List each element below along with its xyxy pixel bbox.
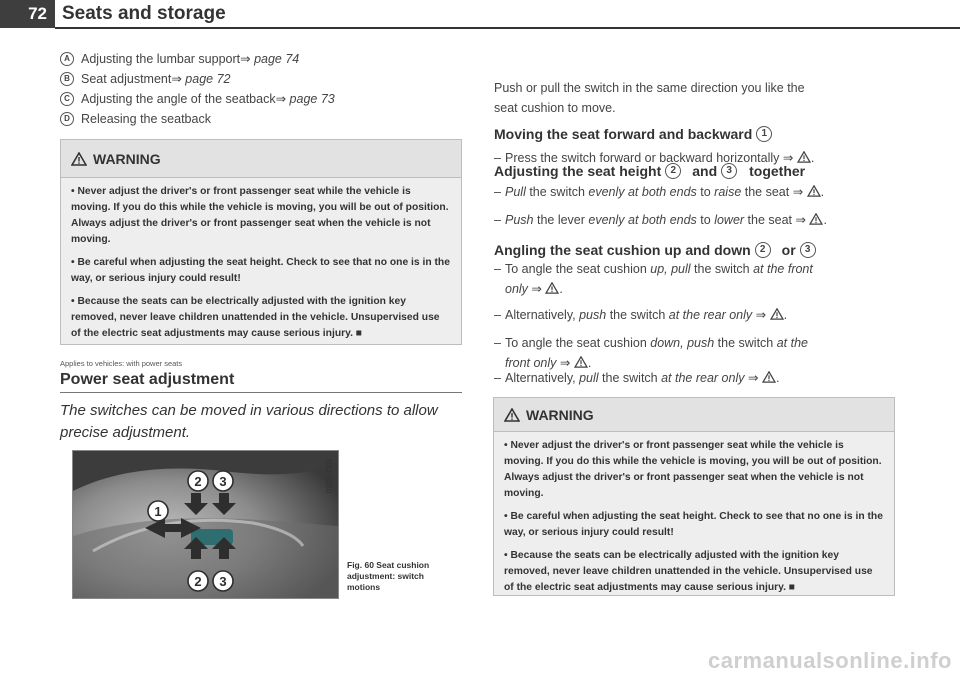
section-rule [60,392,462,393]
warning-body [494,432,894,596]
warning-triangle-icon [762,371,776,383]
warning-box-right [493,397,895,596]
letter-d-icon: D [60,112,74,126]
section-intro: The switches can be moved in various directions to allow precise adjustment. [60,402,438,441]
label-3: 3 [219,474,227,489]
list-item: – Push the lever evenly at both ends to lower the seat ⇒ . [494,213,827,227]
warning-triangle-icon [71,152,87,166]
legend-item: C Adjusting the angle of the seatback ⇒ page 73 [60,89,335,109]
page-link[interactable]: page 73 [289,92,335,106]
legend-item: D Releasing the seatback [60,109,335,129]
number-1-icon: 1 [756,126,772,142]
warning-triangle-icon [504,408,520,422]
list-item: – Alternatively, push the switch at the rear only ⇒ . [494,308,788,322]
list-item: – To angle the seat cushion down, push the switch at the front only ⇒ . [494,336,808,370]
label-1: 1 [154,504,162,519]
seat-switch-illustration [73,451,338,598]
seat-switch-figure [72,450,339,599]
letter-a-icon: A [60,52,74,66]
label-2: 2 [194,474,202,489]
number-2-icon: 2 [665,163,681,179]
header-rule [55,27,960,29]
letter-b-icon: B [60,72,74,86]
label-3-bottom: 3 [219,574,227,589]
subheading-forward: Moving the seat forward and backward 1 [494,126,779,142]
legend-item: B Seat adjustment ⇒ page 72 [60,69,335,89]
warning-box-left [60,139,462,345]
page-link[interactable]: page 72 [185,72,231,86]
warning-body [61,178,461,342]
subheading-angle: Angling the seat cushion up and down 2 or 3 [494,242,823,258]
warning-triangle-icon [545,282,559,294]
warning-item: • Be careful when adjusting the seat height. Check to see that no one is in the way, or serious injury could result! [71,257,450,284]
warning-header [61,140,461,178]
figure-legend [60,49,335,129]
section-title: Power seat adjustment [60,371,235,388]
warning-triangle-icon [797,151,811,163]
right-intro: Push or pull the switch in the same direction you like the seat cushion to move. [494,81,805,115]
subheading-height: Adjusting the seat height 2 and 3 together [494,163,806,179]
number-3-icon: 3 [800,242,816,258]
warning-item: • Because the seats can be electrically adjusted with the ignition key removed, never leave children unattended in the vehicle. Unsupervised use of the electric seat adjustments may cause serious injury. ■ [504,550,873,593]
warning-triangle-icon [809,213,823,225]
warning-header [494,398,894,432]
list-item: – To angle the seat cushion up, pull the switch at the front only ⇒ . [494,262,813,296]
list-item: – Press the switch forward or backward horizontally ⇒ . [494,151,815,165]
list-item: – Pull the switch evenly at both ends to raise the seat ⇒ . [494,185,825,199]
label-2-bottom: 2 [194,574,202,589]
running-title: Seats and storage [62,3,226,24]
warning-title: WARNING [526,406,594,423]
warning-triangle-icon [807,185,821,197]
warning-triangle-icon [770,308,784,320]
page-link[interactable]: page 74 [254,52,300,66]
number-2-icon: 2 [755,242,771,258]
warning-triangle-icon [574,356,588,368]
warning-title: WARNING [93,150,161,167]
page-number: 72 [0,0,55,28]
warning-item: • Never adjust the driver's or front passenger seat while the vehicle is moving. If you do this while the vehicle is moving, you will be out of position. Always adjust the driver's or front passenger seat when the vehicle is not moving. [71,186,449,245]
list-item: – Alternatively, pull the switch at the rear only ⇒ . [494,371,780,385]
figure-caption: Fig. 60 Seat cushion adjustment: switch motions [347,560,430,592]
figure-code: B8J-0050 [324,459,333,494]
number-3-icon: 3 [721,163,737,179]
legend-item: A Adjusting the lumbar support ⇒ page 74 [60,49,335,69]
warning-item: • Be careful when adjusting the seat height. Check to see that no one is in the way, or serious injury could result! [504,511,883,538]
applies-to: Applies to vehicles: with power seats [60,359,183,368]
letter-c-icon: C [60,92,74,106]
watermark: carmanualsonline.info [708,648,952,673]
warning-item: • Never adjust the driver's or front passenger seat while the vehicle is moving. If you do this while the vehicle is moving, you will be out of position. Always adjust the driver's or front passenger seat when the vehicle is not moving. [504,440,882,499]
warning-item: • Because the seats can be electrically adjusted with the ignition key removed, never leave children unattended in the vehicle. Unsupervised use of the electric seat adjustments may cause serious injury. ■ [71,296,440,339]
